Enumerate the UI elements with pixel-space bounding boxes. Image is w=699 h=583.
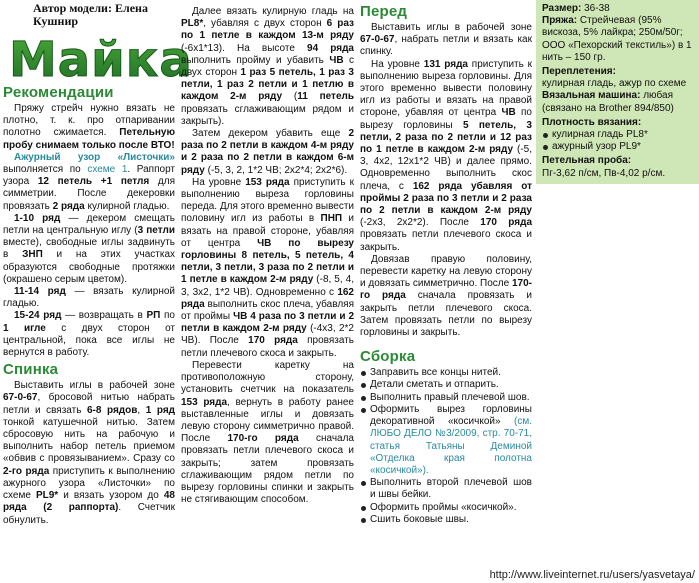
title-logo: [3, 30, 193, 88]
front-heading: Перед: [360, 3, 408, 20]
col2-para-3: На уровне 153 ряда приступить к выполнению выреза горловины переда. Для этого временно вывести половину игл из работы в ПНП и вязать на правой стороне, убавляя от центра ЧВ по вырезу горловины 8 петель, 5 петель, 4 петли, 3 петли, 3 раза по 2 петли и 1 петле в каждом 2-м ряду (-8, 5, 4, 3, 3х2, 1*2 ЧВ). Одновременно с 162 ряда выполнить скос плеча, убавляя от проймы ЧВ 4 раза по 3 петли и 2 петли в каждом 2-м ряду (-4х3, 2*2 ЧВ). После 170 ряда провязать петли плечевого скоса и закрыть.: [181, 176, 355, 359]
column-1: [3, 0, 193, 527]
author-credit: Автор модели: Елена Кушнир: [33, 1, 148, 28]
size-line: Размер: 36-38: [542, 3, 610, 14]
logo-text: Майка: [9, 32, 193, 88]
column-2: [181, 0, 354, 506]
gauge-label: Петельная проба:: [542, 155, 632, 167]
front-para-1: Выставить иглы в рабочей зоне 67-0-67, набрать петли и вязать как спинку.: [360, 22, 532, 58]
pattern-text: Ажурный узор «Листочки» выполняется по схеме 1. Раппорт узора 12 петель +1 петля для симметрии. После декеровки провязать 2 ряда кулирной гладью.: [3, 151, 176, 212]
assembly-step: Оформить вырез горловины декоративной «косичкой» (см. ЛЮБО ДЕЛО №3/2009, стр. 70-71, статья Татьяны Деминой «Отделка края полотна «косичкой»).: [360, 404, 532, 477]
assembly-step: Оформить проймы «косичкой».: [360, 502, 532, 514]
back-text: Выставить иглы в рабочей зоне 67-0-67, бросовой нитью набрать петли и связать 6-8 рядов, 1 ряд тонкой катушечной нитью. Затем сбросовую нить на рабочую и выполнить набор петель приемом «обвив с провязыванием». Сразу со 2-го ряда приступить к выполнению ажурного узора «Листочки» по схеме PL9* и вязать узором до 48 ряда (2 раппорта). Счетчик обнулить.: [3, 380, 175, 526]
col2-para-2: Затем декером убавить еще 2 раза по 2 петли в каждом 4-м ряду и 2 раза по 2 петли в каждом 6-м ряду (-5, 3, 2, 1*2 ЧВ; 2х2*4; 2х2*6).: [181, 128, 354, 176]
recommendations-heading: Рекомендации: [3, 84, 114, 101]
source-watermark: http://www.liveinternet.ru/users/yasvetaya/: [489, 568, 695, 581]
weave-value: кулирная гладь, ажур по схеме: [542, 78, 687, 90]
assembly-heading: Сборка: [360, 348, 416, 366]
maika-logo-icon: [5, 30, 193, 88]
assembly-step: Заправить все концы нитей.: [360, 367, 532, 379]
assembly-step: Детали сметать и отпарить.: [360, 379, 532, 391]
density-item: кулирная гладь PL8*: [542, 129, 693, 141]
yarn-line: Пряжа: Стрейчевая (95% вискоза, 5% лайкра; 250м/50г; ООО «Пехорский текстиль») в 1 нить – 150 гр.: [542, 15, 692, 63]
scheme-1-link[interactable]: схеме 1: [87, 164, 128, 176]
weave-label: Переплетения:: [542, 66, 616, 78]
density-label: Плотность вязания:: [542, 116, 642, 128]
rows-15-24-text: 15-24 ряд — возвращать в РП по 1 игле с двух сторон от центральной, пока все иглы не вернутся в работу.: [3, 310, 176, 359]
front-para-3: Довязав правую половину, перевести каретку на левую сторону и довязать симметрично. После 170-го ряда сначала провязать и закрыть петли плечевого скоса. Затем провязать петли по вырезу горловины и закрыть.: [360, 253, 533, 339]
recommendations-text: Пряжу стрейч нужно вязать не плотно, т. к. про отпаривании полотно сжимается. Петельную пробу снимаем только после ВТО!: [3, 103, 175, 151]
assembly-step: Выполнить правый плечевой шов.: [360, 392, 532, 404]
back-heading: Спинка: [3, 361, 59, 379]
rows-11-14-text: 11-14 ряд — вязать кулирной гладью.: [3, 286, 175, 310]
magazine-reference: (см. ЛЮБО ДЕЛО №3/2009, стр. 70-71, статья Татьяны Деминой «Отделка края полотна «косичкой»).: [370, 416, 532, 476]
materials-box: [536, 0, 699, 184]
assembly-step: Сшить боковые швы.: [360, 514, 532, 526]
col2-para-1: Далее вязать кулирную гладь на PL8*, убавляя с двух сторон 6 раз по 1 петле в каждом 13-м ряду (-6х1*13). На высоте 94 ряда выполнить пройму и убавить ЧВ с двух сторон 1 раз 5 петель, 1 раз 3 петли, 1 раз 2 петли и 1 петлю в каждом 2-м ряду (11 петель провязать сглаживающим рядом и закрыть).: [181, 6, 355, 127]
front-para-2: На уровне 131 ряда приступить к выполнению выреза горловины. Для этого временно вывести половину игл из работы и вязать на правой стороне, убавляя от центра ЧВ по вырезу горловины 5 петель, 3 петли, 2 раза по 2 петли и 12 раз по 1 петле в каждом 2-м ряду (-5, 3, 4х2, 12х1*2 ЧВ) и далее прямо. Одновременно выполнить скос плеча, с 162 ряда убавляя от проймы 2 раза по 3 петли и 2 раза по 2 петли в каждом 2-м ряду (-2х3, 2х2*2). После 170 ряда провязать петли плечевого скоса и закрыть.: [360, 58, 532, 253]
rows-1-10-text: 1-10 ряд — декером смещать петли на центральную иглу (3 петли вместе), свободные иглы задвинуть в ЗНП и на этих участках образуются свободные протяжки (окрашено серым цветом).: [3, 212, 176, 285]
gauge-value: Пг-3,62 п/см, Пв-4,02 р/см.: [542, 167, 666, 179]
materials-sidebar: [536, 0, 699, 583]
column-3: [360, 0, 532, 526]
density-item: ажурный узор PL9*: [542, 141, 693, 153]
machine-line: Вязальная машина: любая (связано на Brother 894/850): [542, 90, 674, 114]
col2-para-4: Перевести каретку на противоположную сторону, установить счетчик на показатель 153 ряда, вернуть в работу ранее выставленные иглы и довязать левую сторону симметрично правой. После 170-го ряда сначала провязать петли плечевого скоса и закрыть; затем провязать сглаживающим рядом петли по вырезу горловины спинки и закрыть не стягивающим способом.: [181, 359, 354, 506]
assembly-step: Выполнить второй плечевой шов и швы бейки.: [360, 477, 532, 501]
